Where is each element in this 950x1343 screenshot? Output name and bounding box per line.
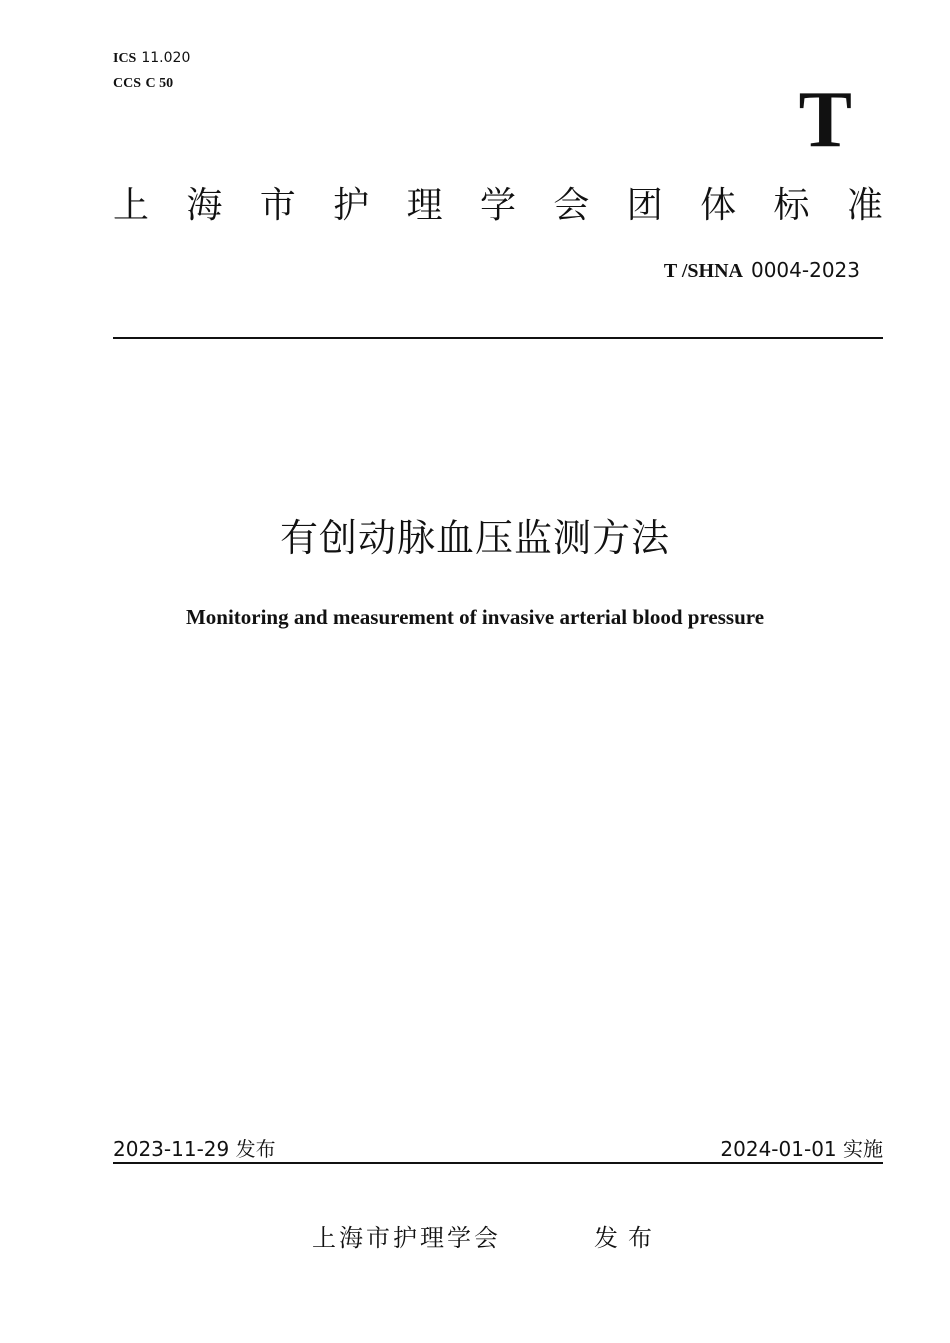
ics-label: ICS xyxy=(113,51,137,66)
standard-number xyxy=(664,258,860,283)
ics-value: 11.020 xyxy=(141,50,191,66)
ics-code xyxy=(113,50,190,67)
org-title-char: 理 xyxy=(406,185,443,226)
org-title-char: 护 xyxy=(333,185,370,226)
org-title-char: 团 xyxy=(626,185,663,226)
ccs-label: CCS xyxy=(113,76,142,91)
org-title-char: 会 xyxy=(553,185,590,226)
org-title-char: 标 xyxy=(773,185,810,226)
release-date: 2023-11-29 发布 xyxy=(113,1137,276,1161)
header-divider xyxy=(113,337,883,339)
standard-type-mark: T xyxy=(798,76,852,164)
document-title-en: Monitoring and measurement of invasive arterial blood pressure xyxy=(185,605,765,629)
org-title-char: 准 xyxy=(846,185,883,226)
org-title-char: 市 xyxy=(259,185,296,226)
org-title-char: 海 xyxy=(186,185,223,226)
ccs-code xyxy=(113,75,173,92)
footer-divider xyxy=(113,1162,883,1164)
publish-label: 发布 xyxy=(594,1224,662,1252)
organization-standard-title xyxy=(113,184,883,228)
org-title-char: 学 xyxy=(479,185,516,226)
implementation-date: 2024-01-01 实施 xyxy=(720,1137,883,1161)
org-title-char: 上 xyxy=(113,185,150,226)
publisher-name: 上海市护理学会 xyxy=(312,1224,501,1252)
org-title-char: 体 xyxy=(700,185,737,226)
standard-number-value: 0004-2023 xyxy=(750,258,860,282)
standard-number-prefix: T /SHNA xyxy=(663,260,743,282)
ccs-value: C 50 xyxy=(145,76,174,91)
document-title-zh: 有创动脉血压监测方法 xyxy=(279,516,670,560)
